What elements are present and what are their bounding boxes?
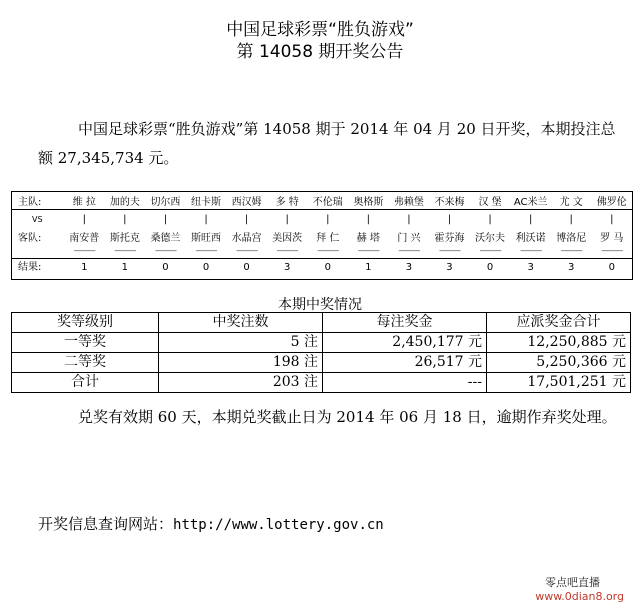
vs-mark: |	[569, 214, 573, 225]
dash-rule: ———	[114, 246, 136, 255]
match-result: 3	[527, 262, 534, 273]
match-result: 3	[405, 262, 413, 273]
watermark-title: 零点吧直播	[545, 576, 600, 589]
dash-rule: ———	[154, 246, 176, 255]
dash-rule: ———	[236, 246, 258, 255]
vs-mark: |	[366, 214, 371, 225]
away-team: 拜 仁	[316, 233, 340, 244]
away-team: 霍芬海	[434, 233, 465, 244]
col-count: 中奖注数	[159, 313, 323, 333]
level-cell: 一等奖	[12, 333, 159, 353]
home-team: 多 特	[275, 197, 299, 208]
dash-spacer	[12, 244, 64, 258]
vs-mark: |	[244, 214, 249, 225]
vs-mark: |	[123, 214, 127, 225]
match-result: 0	[243, 262, 250, 273]
home-team: 佛罗伦	[596, 197, 627, 208]
home-team: 不伦瑞	[312, 197, 343, 208]
match-divider-1	[12, 209, 632, 210]
prize-row-sum	[12, 373, 631, 393]
dash-rule: ———	[438, 246, 460, 255]
result-cells	[64, 261, 632, 275]
watermark-url: www.0dian8.org	[535, 590, 624, 603]
notice-paragraph: 兑奖有效期 60 天，本期兑奖截止日为 2014 年 06 月 18 日，逾期作弃奖处理。	[78, 408, 617, 426]
level-cell: 二等奖	[12, 353, 159, 373]
info-label: 开奖信息查询网站：	[38, 515, 174, 533]
home-team: 西汉姆	[231, 197, 262, 208]
dash-row	[12, 244, 632, 258]
vs-mark: |	[163, 214, 168, 225]
home-team: 弗赖堡	[393, 197, 424, 208]
home-cells	[64, 196, 632, 210]
vs-mark: |	[528, 214, 533, 225]
title-line-1: 中国足球彩票“胜负游戏”	[226, 20, 414, 40]
home-row	[12, 196, 632, 210]
home-team: 切尔西	[150, 197, 181, 208]
vs-mark: |	[285, 214, 289, 225]
lottery-link[interactable]: http://www.lottery.gov.cn	[173, 517, 384, 533]
match-result: 3	[446, 262, 453, 273]
result-row	[12, 261, 632, 275]
col-per: 每注奖金	[323, 313, 487, 333]
match-result: 1	[121, 262, 129, 273]
vs-row	[12, 213, 632, 227]
home-team: 维 拉	[72, 197, 96, 208]
away-team: 斯旺西	[191, 233, 222, 244]
vs-mark: |	[488, 214, 492, 225]
away-team: 斯托克	[109, 233, 140, 244]
away-team: 水晶宫	[231, 233, 262, 244]
result-label: 结果:	[18, 262, 42, 273]
home-team: 尤 文	[559, 197, 583, 208]
away-team: 沃尔夫	[475, 233, 506, 244]
intro-paragraph: 中国足球彩票“胜负游戏”第 14058 期于 2014 年 04 月 20 日开奖，本期投注总额 27,345,734 元。	[38, 120, 616, 167]
col-total: 应派奖金合计	[487, 313, 631, 333]
vs-mark: |	[82, 214, 86, 225]
match-result: 0	[202, 262, 210, 273]
per-cell: ---	[323, 373, 487, 393]
away-team: 罗 马	[600, 233, 624, 244]
match-result: 1	[81, 262, 88, 273]
home-team: 汉 堡	[478, 197, 502, 208]
dash-rule: ———	[317, 246, 339, 255]
vs-mark: |	[407, 214, 411, 225]
home-team: 奥格斯	[353, 197, 384, 208]
dash-rule: ———	[520, 246, 542, 255]
total-cell: 12,250,885 元	[487, 333, 631, 353]
home-team: 不来梅	[434, 197, 465, 208]
away-team: 利沃诺	[515, 233, 546, 244]
dash-rule: ———	[601, 246, 623, 255]
dash-rule: ———	[398, 246, 420, 255]
match-result: 0	[162, 262, 169, 273]
away-team: 门 兴	[397, 233, 421, 244]
match-result: 3	[283, 262, 291, 273]
info-line	[38, 510, 623, 540]
vs-mark: |	[326, 214, 330, 225]
away-team: 桑德兰	[150, 233, 181, 244]
home-team: AC米兰	[513, 197, 548, 208]
match-result: 3	[568, 262, 575, 273]
dash-cells	[64, 244, 632, 258]
vs-mark: |	[610, 214, 614, 225]
match-result: 1	[365, 262, 372, 273]
dash-rule: ———	[479, 246, 501, 255]
per-cell: 2,450,177 元	[323, 333, 487, 353]
count-cell: 5 注	[159, 333, 323, 353]
dash-rule: ———	[195, 246, 217, 255]
count-cell: 198 注	[159, 353, 323, 373]
away-label: 客队:	[18, 233, 42, 244]
away-team: 南安普	[69, 233, 100, 244]
prize-row-second	[12, 353, 631, 373]
home-label: 主队:	[18, 197, 42, 208]
vs-cells	[64, 213, 632, 227]
per-cell: 26,517 元	[323, 353, 487, 373]
dash-rule: ———	[560, 246, 582, 255]
vs-mark: |	[204, 214, 208, 225]
home-team: 加的夫	[109, 197, 140, 208]
match-divider-2	[12, 258, 632, 259]
match-result: 0	[486, 262, 494, 273]
prize-row-first	[12, 333, 631, 353]
total-cell: 5,250,366 元	[487, 353, 631, 373]
prize-table	[11, 312, 631, 393]
vs-mark: |	[447, 214, 452, 225]
prize-header-row	[12, 313, 631, 333]
away-team: 博洛尼	[556, 233, 587, 244]
home-team: 纽卡斯	[191, 197, 222, 208]
col-level: 奖等级别	[12, 313, 159, 333]
vs-label: VS	[32, 215, 43, 224]
match-result: 0	[608, 262, 615, 273]
match-table	[11, 191, 633, 280]
prize-section-title: 本期中奖情况	[278, 297, 362, 313]
count-cell: 203 注	[159, 373, 323, 393]
dash-rule: ———	[73, 246, 95, 255]
away-team: 美因茨	[272, 233, 303, 244]
dash-rule: ———	[276, 246, 298, 255]
away-team: 赫 塔	[356, 233, 380, 244]
total-cell: 17,501,251 元	[487, 373, 631, 393]
dash-rule: ———	[357, 246, 379, 255]
match-result: 0	[324, 262, 331, 273]
level-cell: 合计	[12, 373, 159, 393]
title-line-2: 第 14058 期开奖公告	[236, 42, 404, 62]
